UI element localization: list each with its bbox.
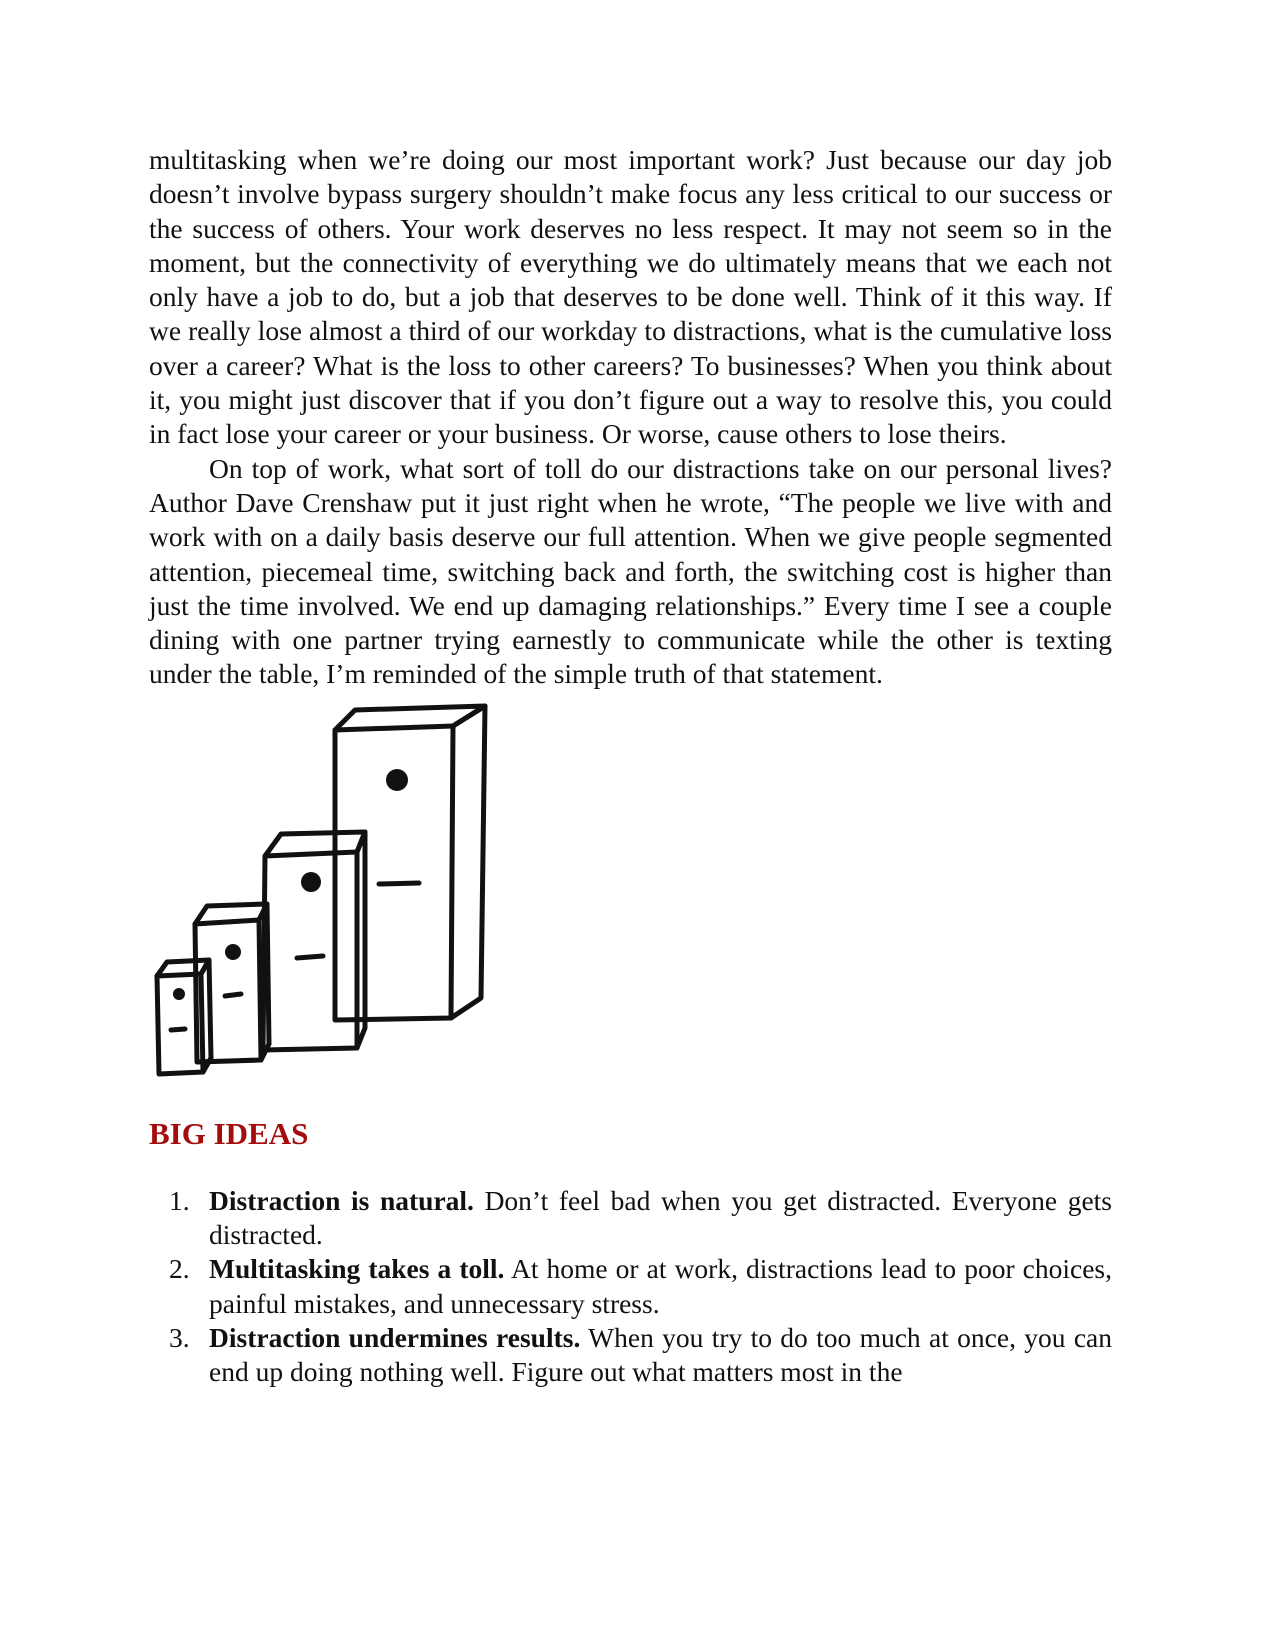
list-item [149, 1184, 1112, 1253]
body-paragraph-2: On top of work, what sort of toll do our distractions take on our personal lives? Author Dave Crenshaw put it just right when he wrote, “The people we live with and work with on a daily basis deserve our full attention. When we give people segmented attention, piecemeal time, switching back and forth, the switching cost is higher than just the time involved. We end up damaging relationships.” Every time I see a couple dining with one partner trying earnestly to communicate while the other is texting under the table, I’m reminded of the simple truth of that statement. [149, 452, 1112, 690]
body-paragraph-1: multitasking when we’re doing our most important work? Just because our day job doesn’t involve bypass surgery shouldn’t make focus any less critical to our success or the success of others. Your work deserves no less respect. It may not seem so in the moment, but the connectivity of everything we do ultimately means that we each not only have a job to do, but a job that deserves to be done well. Think of it this way. If we really lose almost a third of our workday to distractions, what is the cumulative loss over a career? What is the loss to other careers? To businesses? When you think about it, you might just discover that if you don’t figure out a way to resolve this, you could in fact lose your career or your business. Or worse, cause others to lose theirs. [149, 144, 1112, 450]
page-content [149, 143, 1112, 1390]
list-item-number: 3. [169, 1321, 190, 1353]
list-item-text: When you try to do too much at once, you can end up doing nothing well. Figure out what matters most in the [209, 1321, 1112, 1388]
list-item-title: Distraction is natural. [209, 1184, 474, 1216]
list-item-number: 2. [169, 1253, 190, 1285]
list-item [149, 1321, 1112, 1390]
list-item-title: Multitasking takes a toll. [209, 1253, 505, 1285]
list-item-text: Don’t feel bad when you get distracted. Everyone gets distracted. [209, 1184, 1112, 1251]
section-heading: BIG IDEAS [149, 1115, 309, 1151]
dominoes-illustration [149, 698, 529, 1088]
list-item-text: At home or at work, distractions lead to poor choices, painful mistakes, and unnecessary stress. [209, 1253, 1112, 1319]
list-item-number: 1. [169, 1184, 190, 1216]
list-item-title: Distraction undermines results. [209, 1321, 581, 1353]
list-item [149, 1252, 1112, 1321]
big-ideas-list [149, 1184, 1112, 1390]
dominoes-figures-icon [149, 698, 529, 1088]
